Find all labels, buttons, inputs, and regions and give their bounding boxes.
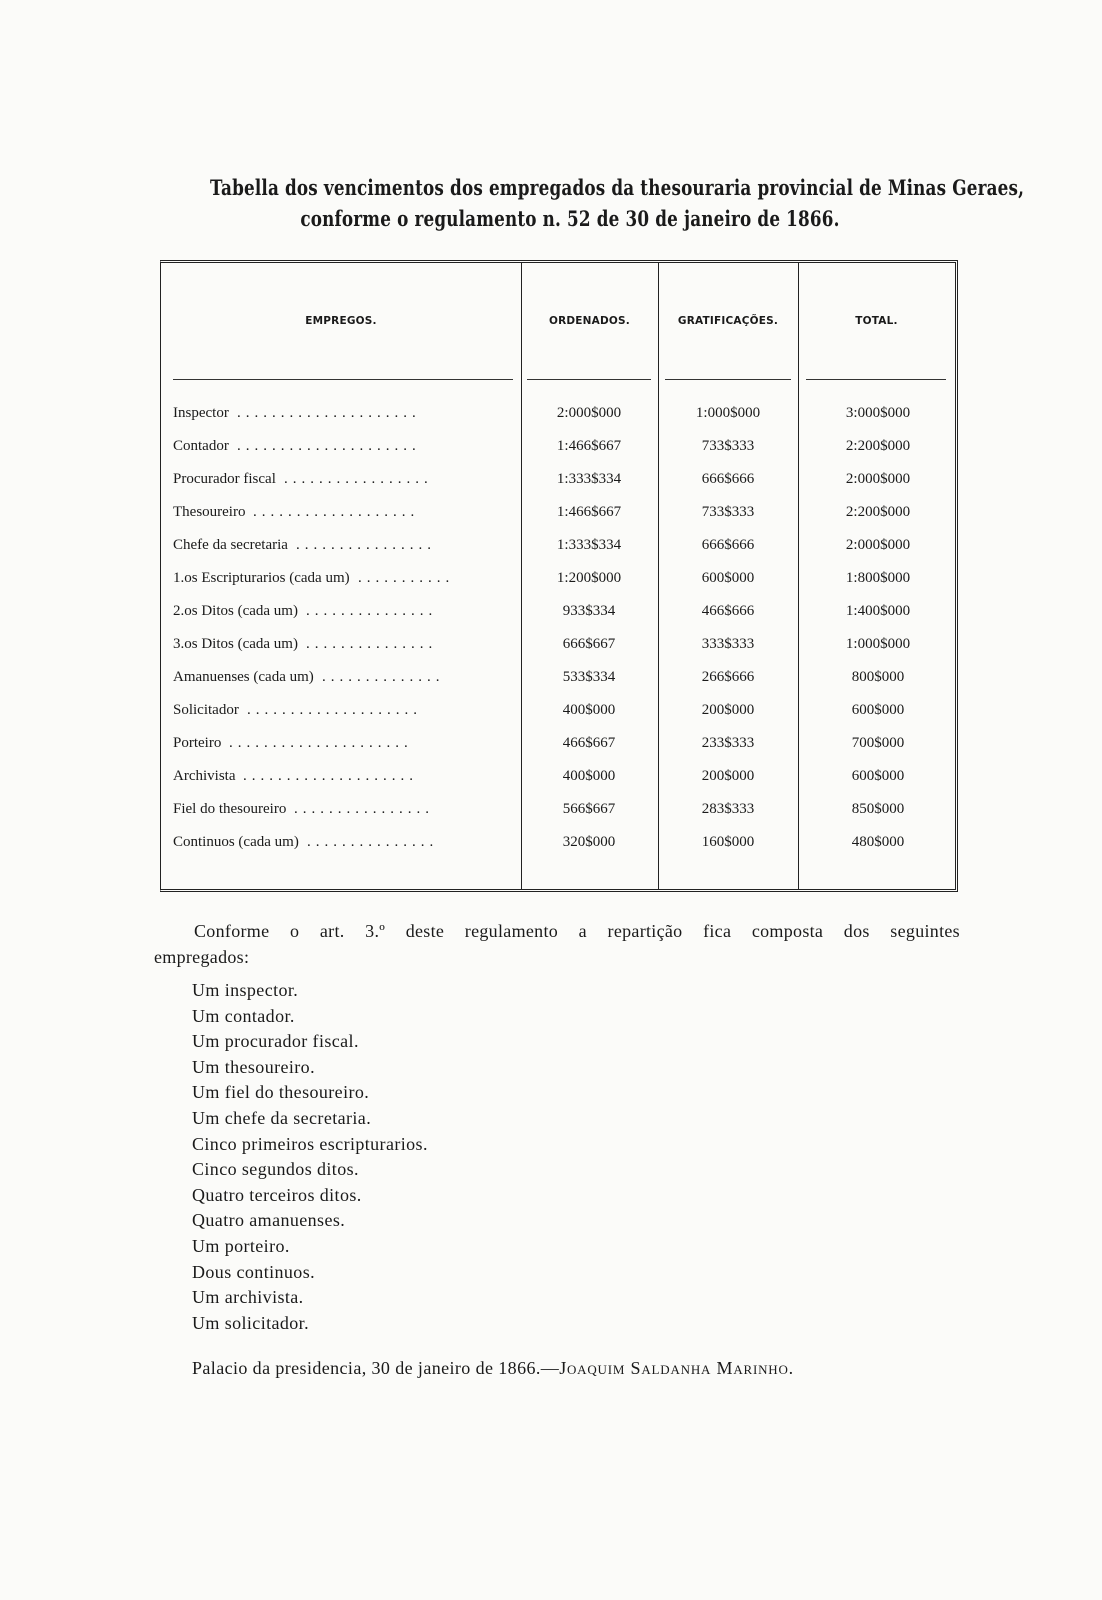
list-item: Quatro amanuenses. <box>192 1210 346 1231</box>
title-line-1: Tabella dos vencimentos dos empregados da thesouraria provincial de Minas Geraes, <box>210 175 1025 200</box>
title-line-2: conforme o regulamento n. 52 de 30 de janeiro de 1866. <box>300 206 840 231</box>
table-row <box>161 694 955 727</box>
cell-emprego: Continuos (cada um) <box>173 834 299 850</box>
cell-ordenado: 1:200$000 <box>556 570 622 586</box>
cell-emprego: Archivista <box>173 768 236 784</box>
list-item: Um thesoureiro. <box>192 1056 315 1077</box>
table-row <box>161 727 955 760</box>
cell-total: 1:400$000 <box>845 603 911 619</box>
cell-emprego: Amanuenses (cada um) <box>173 669 314 685</box>
cell-total: 2:200$000 <box>845 504 911 520</box>
cell-gratificacao: 666$666 <box>701 471 755 487</box>
cell-ordenado: 400$000 <box>562 702 616 718</box>
table-row <box>161 628 955 661</box>
cell-emprego: Solicitador <box>173 702 239 718</box>
table-row <box>161 430 955 463</box>
cell-gratificacao: 200$000 <box>701 702 755 718</box>
list-item: Um fiel do thesoureiro. <box>192 1082 370 1103</box>
list-item: Um solicitador. <box>192 1312 309 1333</box>
table-row <box>161 661 955 694</box>
list-item: Quatro terceiros ditos. <box>192 1184 362 1205</box>
cell-gratificacao: 466$666 <box>701 603 755 619</box>
header-total: TOTAL. <box>855 315 898 327</box>
list-item: Um contador. <box>192 1005 295 1026</box>
table-row <box>161 463 955 496</box>
cell-ordenado: 533$334 <box>562 669 616 685</box>
cell-gratificacao: 266$666 <box>701 669 755 685</box>
cell-gratificacao: 1:000$000 <box>695 405 761 421</box>
list-item: Um archivista. <box>192 1287 304 1308</box>
table-row <box>161 826 955 859</box>
cell-emprego: Procurador fiscal <box>173 471 276 487</box>
cell-emprego: Fiel do thesoureiro <box>173 801 287 817</box>
cell-total: 480$000 <box>851 834 905 850</box>
cell-gratificacao: 733$333 <box>701 504 755 520</box>
cell-total: 1:000$000 <box>845 636 911 652</box>
cell-ordenado: 1:466$667 <box>556 438 622 454</box>
list-item: Cinco segundos ditos. <box>192 1159 359 1180</box>
leader-dots: ..................... <box>237 438 421 454</box>
table-row <box>161 529 955 562</box>
cell-gratificacao: 600$000 <box>701 570 755 586</box>
cell-ordenado: 1:466$667 <box>556 504 622 520</box>
cell-ordenado: 466$667 <box>562 735 616 751</box>
signature-line <box>192 1358 794 1379</box>
cell-ordenado: 400$000 <box>562 768 616 784</box>
list-item: Um porteiro. <box>192 1235 290 1256</box>
cell-gratificacao: 333$333 <box>701 636 755 652</box>
cell-ordenado: 933$334 <box>562 603 616 619</box>
leader-dots: ................ <box>296 537 436 553</box>
header-gratificacoes: GRATIFICAÇÕES. <box>677 315 779 327</box>
cell-gratificacao: 233$333 <box>701 735 755 751</box>
cell-total: 1:800$000 <box>845 570 911 586</box>
leader-dots: ................ <box>294 801 434 817</box>
list-item: Cinco primeiros escripturarios. <box>192 1133 428 1154</box>
leader-dots: ................. <box>284 471 433 487</box>
cell-gratificacao: 160$000 <box>701 834 755 850</box>
leader-dots: ............... <box>307 834 439 850</box>
list-item: Um chefe da secretaria. <box>192 1107 372 1128</box>
salary-table <box>160 260 958 892</box>
cell-emprego: 1.os Escripturarios (cada um) <box>173 570 350 586</box>
leader-dots: ............... <box>306 603 438 619</box>
list-item: Um inspector. <box>192 980 299 1000</box>
leader-dots: ............... <box>306 636 438 652</box>
header-rule <box>173 379 513 380</box>
staff-list <box>192 978 428 1336</box>
cell-total: 850$000 <box>851 801 905 817</box>
cell-total: 2:000$000 <box>845 537 911 553</box>
table-row <box>161 793 955 826</box>
cell-ordenado: 666$667 <box>562 636 616 652</box>
list-item: Um procurador fiscal. <box>192 1031 359 1052</box>
leader-dots: .................... <box>247 702 422 718</box>
leader-dots: .............. <box>322 669 445 685</box>
cell-gratificacao: 733$333 <box>701 438 755 454</box>
leader-dots: ................... <box>253 504 420 520</box>
cell-total: 2:000$000 <box>845 471 911 487</box>
cell-emprego: Inspector <box>173 405 229 421</box>
cell-emprego: Contador <box>173 438 229 454</box>
header-empregos: EMPREGOS. <box>305 315 377 327</box>
leader-dots: .................... <box>243 768 418 784</box>
leader-dots: ..................... <box>237 405 421 421</box>
header-rule <box>806 379 946 380</box>
cell-ordenado: 566$667 <box>562 801 616 817</box>
table-row <box>161 562 955 595</box>
cell-emprego: Thesoureiro <box>173 504 246 520</box>
cell-total: 800$000 <box>851 669 905 685</box>
document-title <box>210 172 1025 234</box>
signature-place-date: Palacio da presidencia, 30 de janeiro de 1866.— <box>192 1358 560 1378</box>
cell-ordenado: 1:333$334 <box>556 471 622 487</box>
cell-total: 600$000 <box>851 702 905 718</box>
cell-ordenado: 2:000$000 <box>556 405 622 421</box>
header-rule <box>527 379 651 380</box>
table-row <box>161 496 955 529</box>
cell-emprego: 2.os Ditos (cada um) <box>173 603 298 619</box>
table-row <box>161 760 955 793</box>
cell-emprego: 3.os Ditos (cada um) <box>173 636 298 652</box>
cell-ordenado: 320$000 <box>562 834 616 850</box>
leader-dots: ..................... <box>229 735 413 751</box>
header-ordenados: ORDENADOS. <box>548 315 630 327</box>
cell-ordenado: 1:333$334 <box>556 537 622 553</box>
header-rule <box>665 379 791 380</box>
cell-gratificacao: 283$333 <box>701 801 755 817</box>
regulation-paragraph: Conforme o art. 3.º deste regulamento a repartição fica composta dos seguintes empregados: <box>154 921 960 967</box>
cell-total: 3:000$000 <box>845 405 911 421</box>
table-row <box>161 595 955 628</box>
cell-emprego: Porteiro <box>173 735 222 751</box>
table-row <box>161 397 955 430</box>
leader-dots: ........... <box>358 570 455 586</box>
signature-name: Joaquim Saldanha Marinho. <box>559 1358 794 1378</box>
cell-gratificacao: 666$666 <box>701 537 755 553</box>
cell-emprego: Chefe da secretaria <box>173 537 288 553</box>
cell-total: 2:200$000 <box>845 438 911 454</box>
cell-total: 600$000 <box>851 768 905 784</box>
list-item: Dous continuos. <box>192 1261 315 1282</box>
cell-gratificacao: 200$000 <box>701 768 755 784</box>
cell-total: 700$000 <box>851 735 905 751</box>
